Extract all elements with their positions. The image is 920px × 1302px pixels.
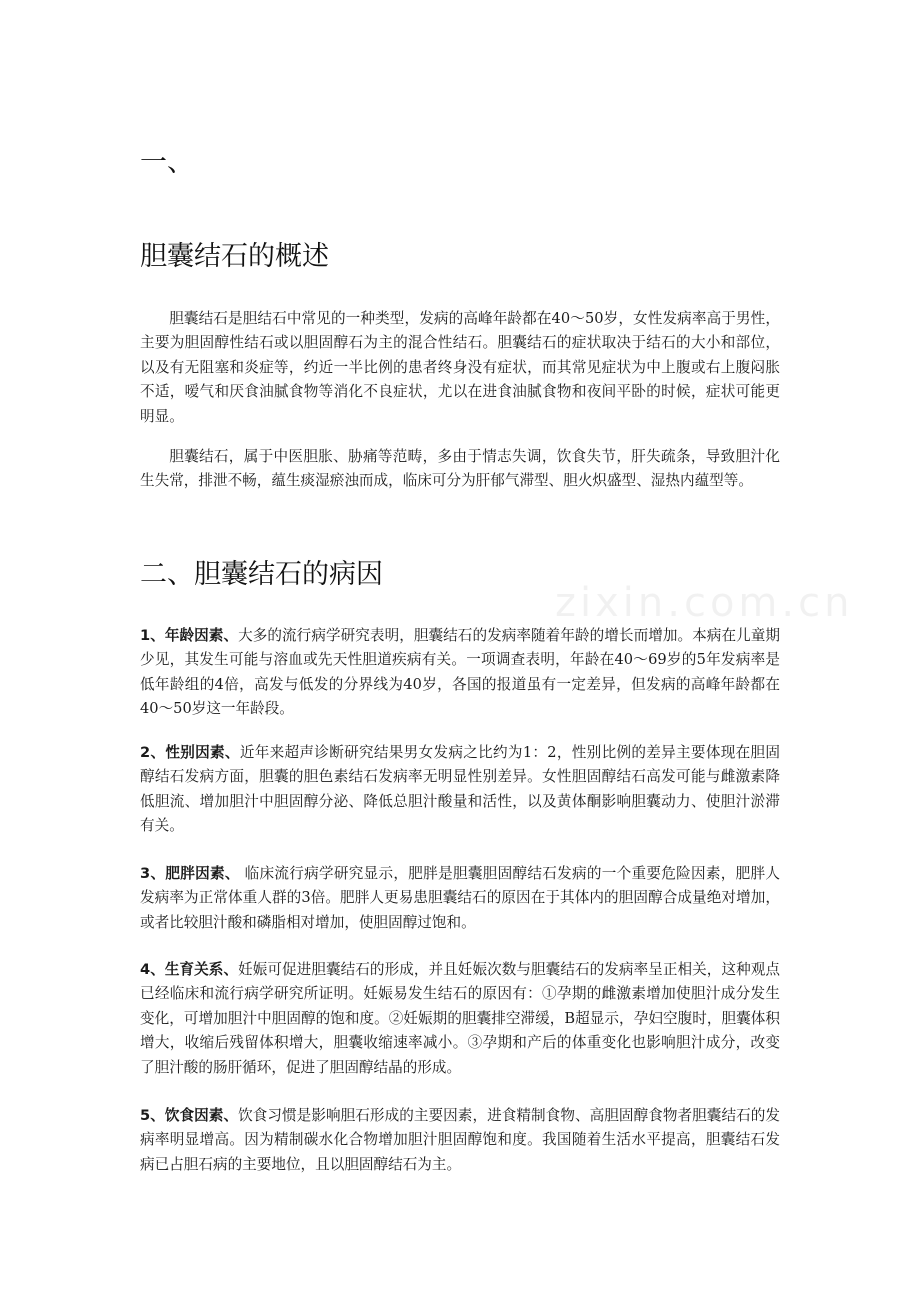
cause-text-pregnancy: 妊娠可促进胆囊结石的形成，并且妊娠次数与胆囊结石的发病率呈正相关，这种观点已经临床和流行病学研究所证明。妊娠易发生结石的原因有：①孕期的雌激素增加使胆汁成分发生变化，可增加胆汁中胆固醇的饱和度。②妊娠期的胆囊排空滞缓，B超显示，孕妇空腹时，胆囊体积增大，收缩后残留体积增大，胆囊收缩速率减小。③孕期和产后的体重变化也影响胆汁成分，改变了胆汁酸的肠肝循环，促进了胆固醇结晶的形成。	[140, 961, 780, 1076]
overview-paragraph-1: 胆囊结石是胆结石中常见的一种类型，发病的高峰年龄都在40～50岁，女性发病率高于男性，主要为胆固醇性结石或以胆固醇石为主的混合性结石。胆囊结石的症状取决于结石的大小和部位，以及有无阻塞和炎症等，约近一半比例的患者终身没有症状，而其常见症状为中上腹或右上腹闷胀不适，嗳气和厌食油腻食物等消化不良症状，尤以在进食油腻食物和夜间平卧的时候，症状可能更明显。	[140, 310, 780, 425]
cause-lead-pregnancy: 4、生育关系、	[140, 961, 239, 978]
cause-paragraph-gender	[140, 741, 780, 839]
watermark-text: zixin.com.cn	[555, 580, 854, 626]
cause-paragraph-obesity	[140, 862, 780, 935]
causes-heading: 二、胆囊结石的病因	[140, 559, 383, 590]
cause-paragraph-age	[140, 624, 780, 722]
cause-paragraph-pregnancy	[140, 958, 780, 1080]
cause-text-gender: 近年来超声诊断研究结果男女发病之比约为1：2，性别比例的差异主要体现在胆固醇结石发病方面，胆囊的胆色素结石发病率无明显性别差异。女性胆固醇结石高发可能与雌激素降低胆流、增加胆汁中胆固醇分泌、降低总胆汁酸量和活性，以及黄体酮影响胆囊动力、使胆汁淤滞有关。	[140, 744, 781, 835]
cause-text-diet: 饮食习惯是影响胆石形成的主要因素，进食精制食物、高胆固醇食物者胆囊结石的发病率明显增高。因为精制碳水化合物增加胆汁胆固醇饱和度。我国随着生活水平提高，胆囊结石发病已占胆石病的主要地位，且以胆固醇结石为主。	[140, 1107, 780, 1173]
cause-lead-age: 1、年龄因素、	[140, 627, 239, 644]
cause-paragraph-diet	[140, 1104, 780, 1177]
section-number-heading: 一、	[140, 147, 194, 178]
overview-heading: 胆囊结石的概述	[140, 241, 329, 272]
cause-lead-gender: 2、性别因素、	[140, 744, 240, 761]
overview-paragraph-2: 胆囊结石，属于中医胆胀、胁痛等范畴，多由于情志失调，饮食失节，肝失疏条，导致胆汁化生失常，排泄不畅，蕴生痰湿瘀浊而成，临床可分为肝郁气滞型、胆火炽盛型、湿热内蕴型等。	[140, 448, 780, 490]
cause-text-obesity: 临床流行病学研究显示，肥胖是胆囊胆固醇结石发病的一个重要危险因素，肥胖人发病率为正常体重人群的3倍。肥胖人更易患胆囊结石的原因在于其体内的胆固醇合成量绝对增加，或者比较胆汁酸和磷脂相对增加，使胆固醇过饱和。	[140, 865, 780, 931]
cause-lead-obesity: 3、肥胖因素、	[140, 865, 240, 882]
cause-text-age: 大多的流行病学研究表明，胆囊结石的发病率随着年龄的增长而增加。本病在儿童期少见，其发生可能与溶血或先天性胆道疾病有关。一项调查表明，年龄在40～69岁的5年发病率是低年龄组的4倍，高发与低发的分界线为40岁，各国的报道虽有一定差异，但发病的高峰年龄都在40～50岁这一年龄段。	[140, 627, 780, 718]
cause-lead-diet: 5、饮食因素、	[140, 1107, 239, 1124]
